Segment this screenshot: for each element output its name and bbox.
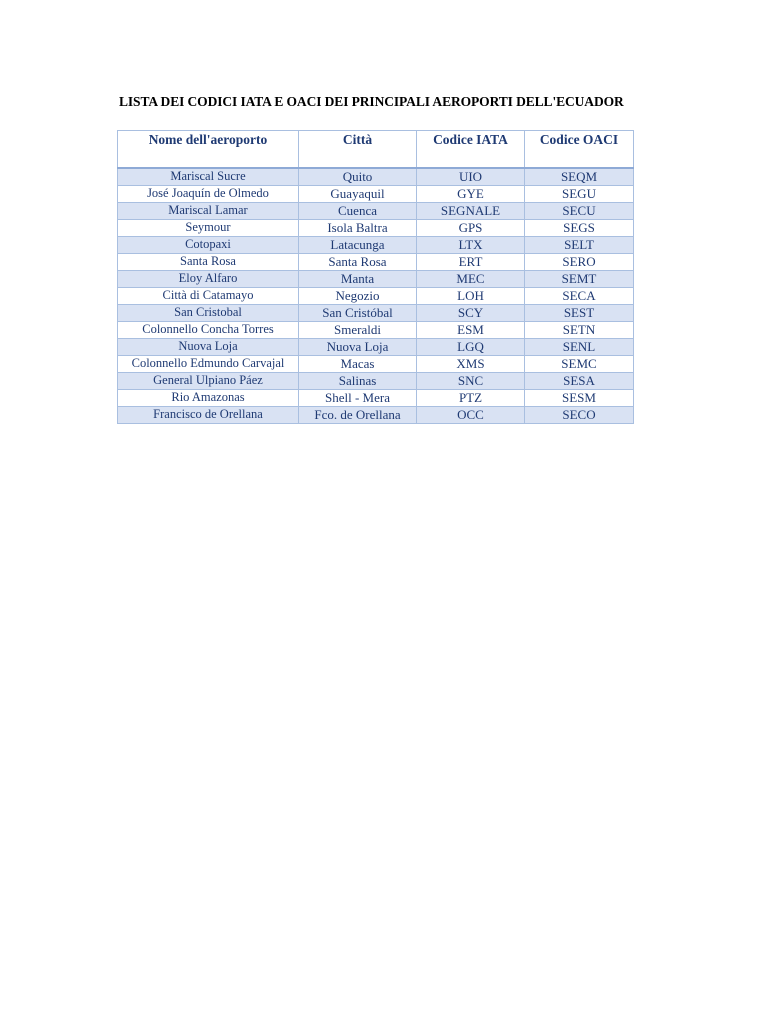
cell-iata-code: SCY [417,305,525,322]
table-row [118,339,634,356]
cell-icao-code: SEMT [525,271,634,288]
cell-city: Smeraldi [299,322,417,339]
cell-airport-name: José Joaquín de Olmedo [118,186,299,203]
header-city: Città [299,131,417,169]
table-row [118,220,634,237]
cell-icao-code: SERO [525,254,634,271]
cell-airport-name: General Ulpiano Páez [118,373,299,390]
cell-city: Salinas [299,373,417,390]
table-row [118,305,634,322]
cell-icao-code: SEQM [525,168,634,186]
table-row [118,390,634,407]
cell-iata-code: OCC [417,407,525,424]
cell-icao-code: SEGU [525,186,634,203]
cell-icao-code: SESM [525,390,634,407]
cell-iata-code: ESM [417,322,525,339]
cell-icao-code: SECU [525,203,634,220]
header-icao-code: Codice OACI [525,131,634,169]
cell-city: Fco. de Orellana [299,407,417,424]
cell-airport-name: Santa Rosa [118,254,299,271]
cell-airport-name: Mariscal Sucre [118,168,299,186]
document-title: LISTA DEI CODICI IATA E OACI DEI PRINCIPALI AEROPORTI DELL'ECUADOR [119,94,624,109]
table-row [118,322,634,339]
cell-iata-code: UIO [417,168,525,186]
table-row [118,407,634,424]
table-row [118,203,634,220]
cell-city: Santa Rosa [299,254,417,271]
cell-airport-name: Città di Catamayo [118,288,299,305]
cell-iata-code: ERT [417,254,525,271]
cell-icao-code: SENL [525,339,634,356]
cell-city: Shell - Mera [299,390,417,407]
cell-iata-code: XMS [417,356,525,373]
cell-iata-code: LGQ [417,339,525,356]
cell-icao-code: SESA [525,373,634,390]
cell-iata-code: GYE [417,186,525,203]
cell-icao-code: SEMC [525,356,634,373]
cell-city: Manta [299,271,417,288]
cell-airport-name: Francisco de Orellana [118,407,299,424]
table-body [118,168,634,424]
cell-city: Isola Baltra [299,220,417,237]
cell-airport-name: Nuova Loja [118,339,299,356]
cell-airport-name: Mariscal Lamar [118,203,299,220]
airport-codes-table [117,130,634,424]
table-row [118,356,634,373]
cell-icao-code: SECO [525,407,634,424]
cell-city: San Cristóbal [299,305,417,322]
header-airport-name: Nome dell'aeroporto [118,131,299,169]
table-row [118,237,634,254]
table-row [118,271,634,288]
cell-airport-name: Seymour [118,220,299,237]
cell-iata-code: LOH [417,288,525,305]
table-row [118,373,634,390]
cell-airport-name: Colonnello Edmundo Carvajal [118,356,299,373]
cell-city: Nuova Loja [299,339,417,356]
cell-iata-code: MEC [417,271,525,288]
cell-city: Negozio [299,288,417,305]
table-row [118,254,634,271]
table-row [118,288,634,305]
cell-airport-name: Eloy Alfaro [118,271,299,288]
cell-city: Macas [299,356,417,373]
cell-city: Guayaquil [299,186,417,203]
cell-icao-code: SECA [525,288,634,305]
cell-iata-code: GPS [417,220,525,237]
cell-city: Latacunga [299,237,417,254]
cell-city: Cuenca [299,203,417,220]
cell-airport-name: Cotopaxi [118,237,299,254]
cell-airport-name: Rio Amazonas [118,390,299,407]
cell-icao-code: SEGS [525,220,634,237]
cell-iata-code: SEGNALE [417,203,525,220]
header-iata-code: Codice IATA [417,131,525,169]
table-row [118,168,634,186]
cell-icao-code: SELT [525,237,634,254]
table-header-row [118,131,634,169]
cell-iata-code: PTZ [417,390,525,407]
cell-icao-code: SEST [525,305,634,322]
cell-airport-name: Colonnello Concha Torres [118,322,299,339]
cell-iata-code: SNC [417,373,525,390]
cell-airport-name: San Cristobal [118,305,299,322]
cell-icao-code: SETN [525,322,634,339]
cell-city: Quito [299,168,417,186]
cell-iata-code: LTX [417,237,525,254]
table-row [118,186,634,203]
